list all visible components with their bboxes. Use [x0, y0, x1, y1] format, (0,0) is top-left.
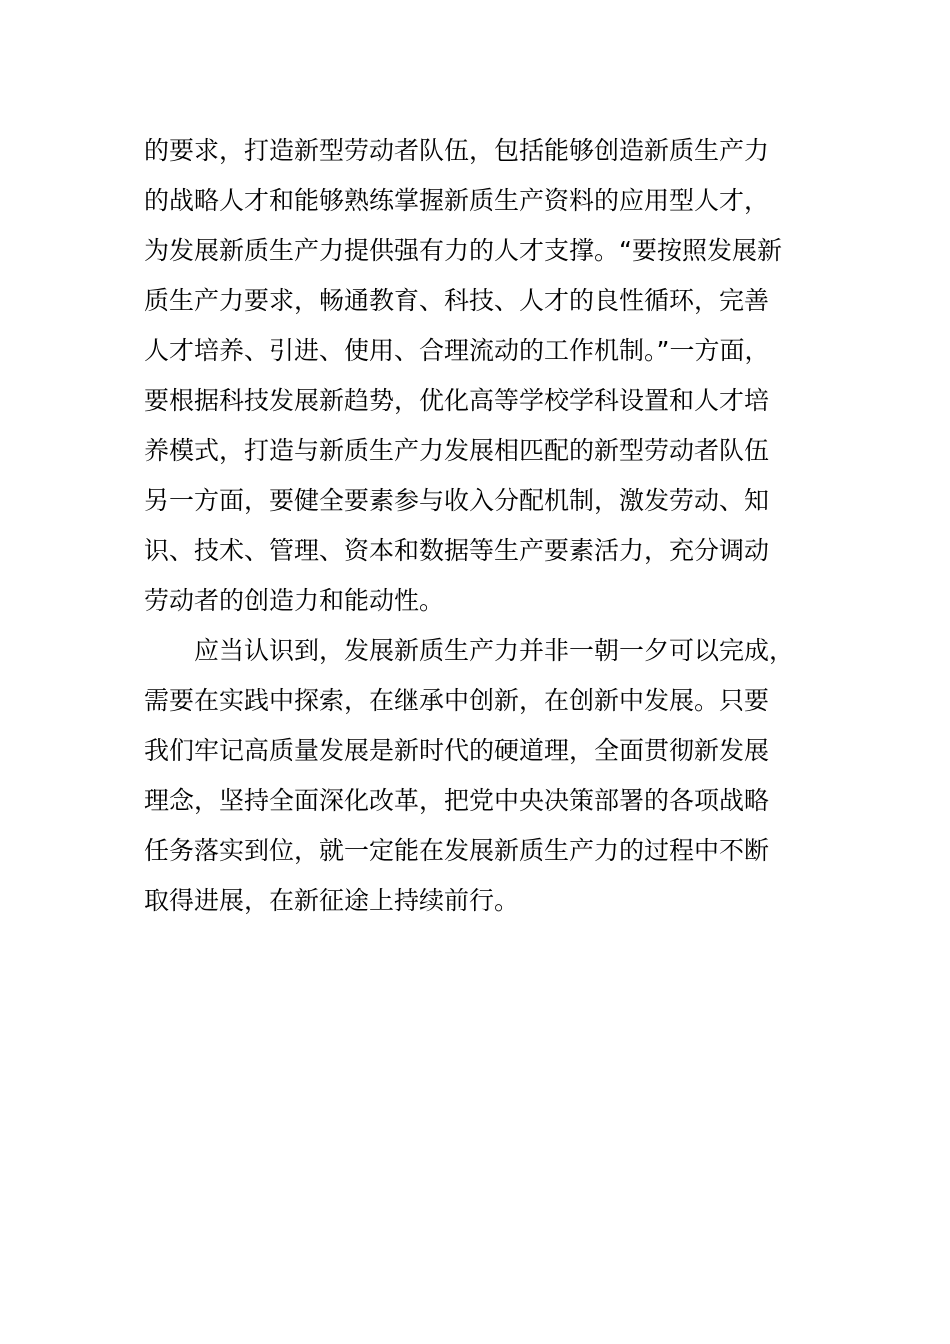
- text-line-16: 取得进展，在新征途上持续前行。: [144, 886, 520, 915]
- text-line-12: 需要在实践中探索，在继承中创新，在创新中发展。只要: [144, 686, 770, 715]
- text-line-11: 应当认识到，发展新质生产力并非一朝一夕可以完成，: [194, 636, 795, 665]
- text-line-3: 为发展新质生产力提供强有力的人才支撑。“要按照发展新: [144, 236, 782, 265]
- text-line-8: 另一方面，要健全要素参与收入分配机制，激发劳动、知: [144, 486, 770, 515]
- text-line-7: 养模式，打造与新质生产力发展相匹配的新型劳动者队伍: [144, 436, 770, 465]
- text-line-14: 理念，坚持全面深化改革，把党中央决策部署的各项战略: [144, 786, 770, 815]
- text-line-6: 要根据科技发展新趋势，优化高等学校学科设置和人才培: [144, 386, 770, 415]
- text-line-4: 质生产力要求，畅通教育、科技、人才的良性循环，完善: [144, 286, 770, 315]
- text-line-10: 劳动者的创造力和能动性。: [144, 586, 445, 615]
- text-line-5: 人才培养、引进、使用、合理流动的工作机制。”一方面，: [144, 336, 770, 365]
- text-line-9: 识、技术、管理、资本和数据等生产要素活力，充分调动: [144, 536, 770, 565]
- text-line-13: 我们牢记高质量发展是新时代的硬道理，全面贯彻新发展: [144, 736, 770, 765]
- text-line-15: 任务落实到位，就一定能在发展新质生产力的过程中不断: [144, 836, 770, 865]
- text-line-1: 的要求，打造新型劳动者队伍，包括能够创造新质生产力: [144, 136, 770, 165]
- text-line-2: 的战略人才和能够熟练掌握新质生产资料的应用型人才，: [144, 186, 770, 215]
- body-text: [144, 126, 844, 926]
